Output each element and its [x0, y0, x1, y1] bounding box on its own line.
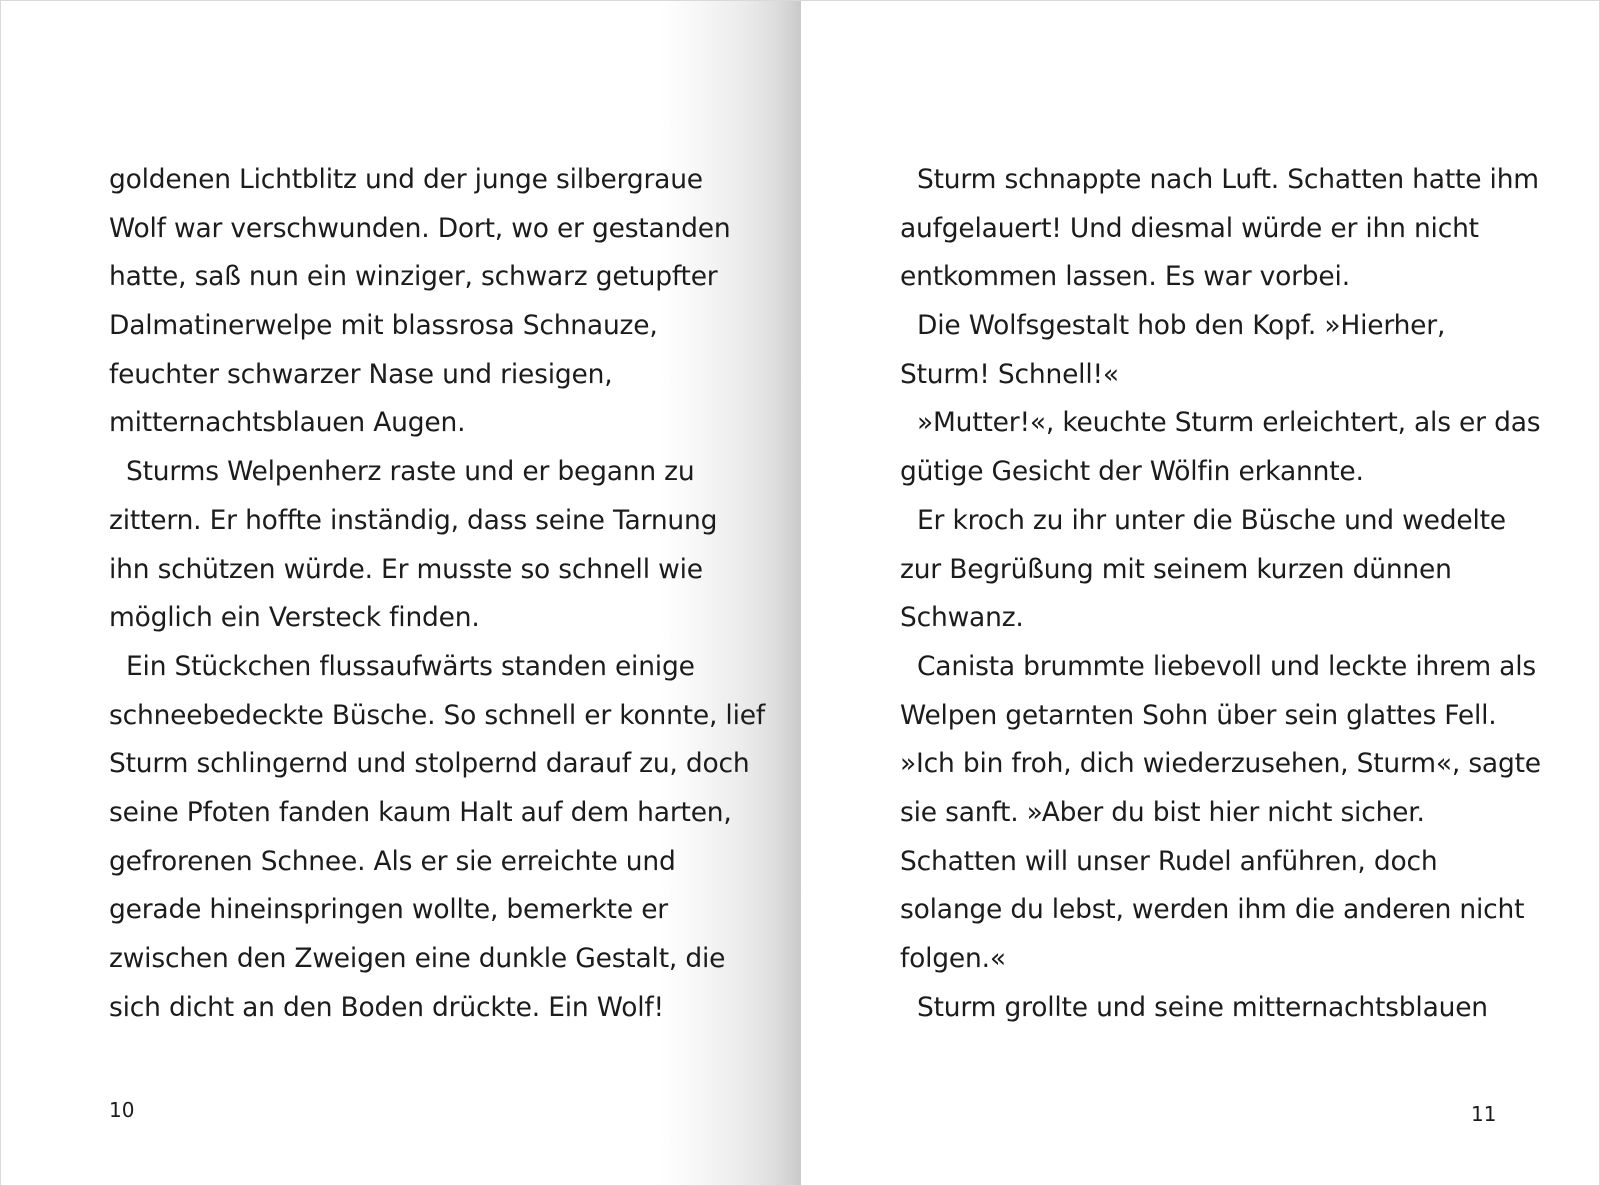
right-page-text	[900, 156, 1540, 1032]
text-line: Welpen getarnten Sohn über sein glattes Fell.	[900, 699, 1497, 731]
text-line: »Ich bin froh, dich wiederzusehen, Sturm«, sagte	[900, 748, 1541, 780]
text-line: Sturm schnappte nach Luft. Schatten hatte ihm	[917, 164, 1539, 195]
left-page-text	[109, 156, 765, 1032]
text-line: zittern. Er hoffte inständig, dass seine Tarnung	[109, 504, 718, 536]
text-line: Sturm schlingernd und stolpernd darauf zu, doch	[109, 748, 750, 780]
text-line: Wolf war verschwunden. Dort, wo er gestanden	[109, 212, 731, 244]
text-line: Canista brummte liebevoll und leckte ihrem als	[917, 650, 1536, 682]
text-line: feuchter schwarzer Nase und riesigen,	[109, 358, 613, 390]
text-line: Schwanz.	[900, 602, 1024, 634]
left-page-number: 10	[109, 1098, 135, 1122]
text-line: gütige Gesicht der Wölfin erkannte.	[900, 456, 1364, 488]
right-page-number: 11	[1471, 1102, 1497, 1126]
text-line: zur Begrüßung mit seinem kurzen dünnen	[900, 553, 1452, 585]
text-line: goldenen Lichtblitz und der junge silbergraue	[109, 164, 703, 195]
text-line: gerade hineinspringen wollte, bemerkte er	[109, 894, 669, 926]
text-line: möglich ein Versteck finden.	[109, 602, 480, 634]
text-line: Ein Stückchen flussaufwärts standen einige	[126, 650, 695, 682]
text-line: Die Wolfsgestalt hob den Kopf. »Hierher,	[917, 310, 1446, 342]
text-line: hatte, saß nun ein winziger, schwarz getupfter	[109, 261, 718, 293]
left-page	[1, 1, 801, 1186]
right-page	[801, 1, 1600, 1186]
text-line: schneebedeckte Büsche. So schnell er konnte, lief	[109, 699, 765, 731]
text-line: ihn schützen würde. Er musste so schnell wie	[109, 553, 703, 585]
text-line: solange du lebst, werden ihm die anderen nicht	[900, 894, 1525, 926]
text-line: gefrorenen Schnee. Als er sie erreichte und	[109, 845, 676, 877]
text-line: Schatten will unser Rudel anführen, doch	[900, 845, 1438, 877]
text-line: »Mutter!«, keuchte Sturm erleichtert, als er das	[917, 407, 1541, 439]
text-line: aufgelauert! Und diesmal würde er ihn nicht	[900, 212, 1479, 244]
text-line: folgen.«	[900, 943, 1006, 974]
text-line: zwischen den Zweigen eine dunkle Gestalt, die	[109, 943, 726, 974]
text-line: Sturm grollte und seine mitternachtsblauen	[917, 991, 1488, 1023]
text-line: sich dicht an den Boden drückte. Ein Wolf!	[109, 991, 664, 1023]
text-line: Er kroch zu ihr unter die Büsche und wedelte	[917, 504, 1506, 536]
text-line: Sturm! Schnell!«	[900, 358, 1119, 390]
text-line: sie sanft. »Aber du bist hier nicht sicher.	[900, 796, 1425, 828]
text-line: Dalmatinerwelpe mit blassrosa Schnauze,	[109, 310, 658, 342]
text-line: mitternachtsblauen Augen.	[109, 407, 466, 439]
text-line: seine Pfoten fanden kaum Halt auf dem harten,	[109, 796, 732, 828]
text-line: Sturms Welpenherz raste und er begann zu	[126, 456, 695, 488]
text-line: entkommen lassen. Es war vorbei.	[900, 261, 1350, 293]
